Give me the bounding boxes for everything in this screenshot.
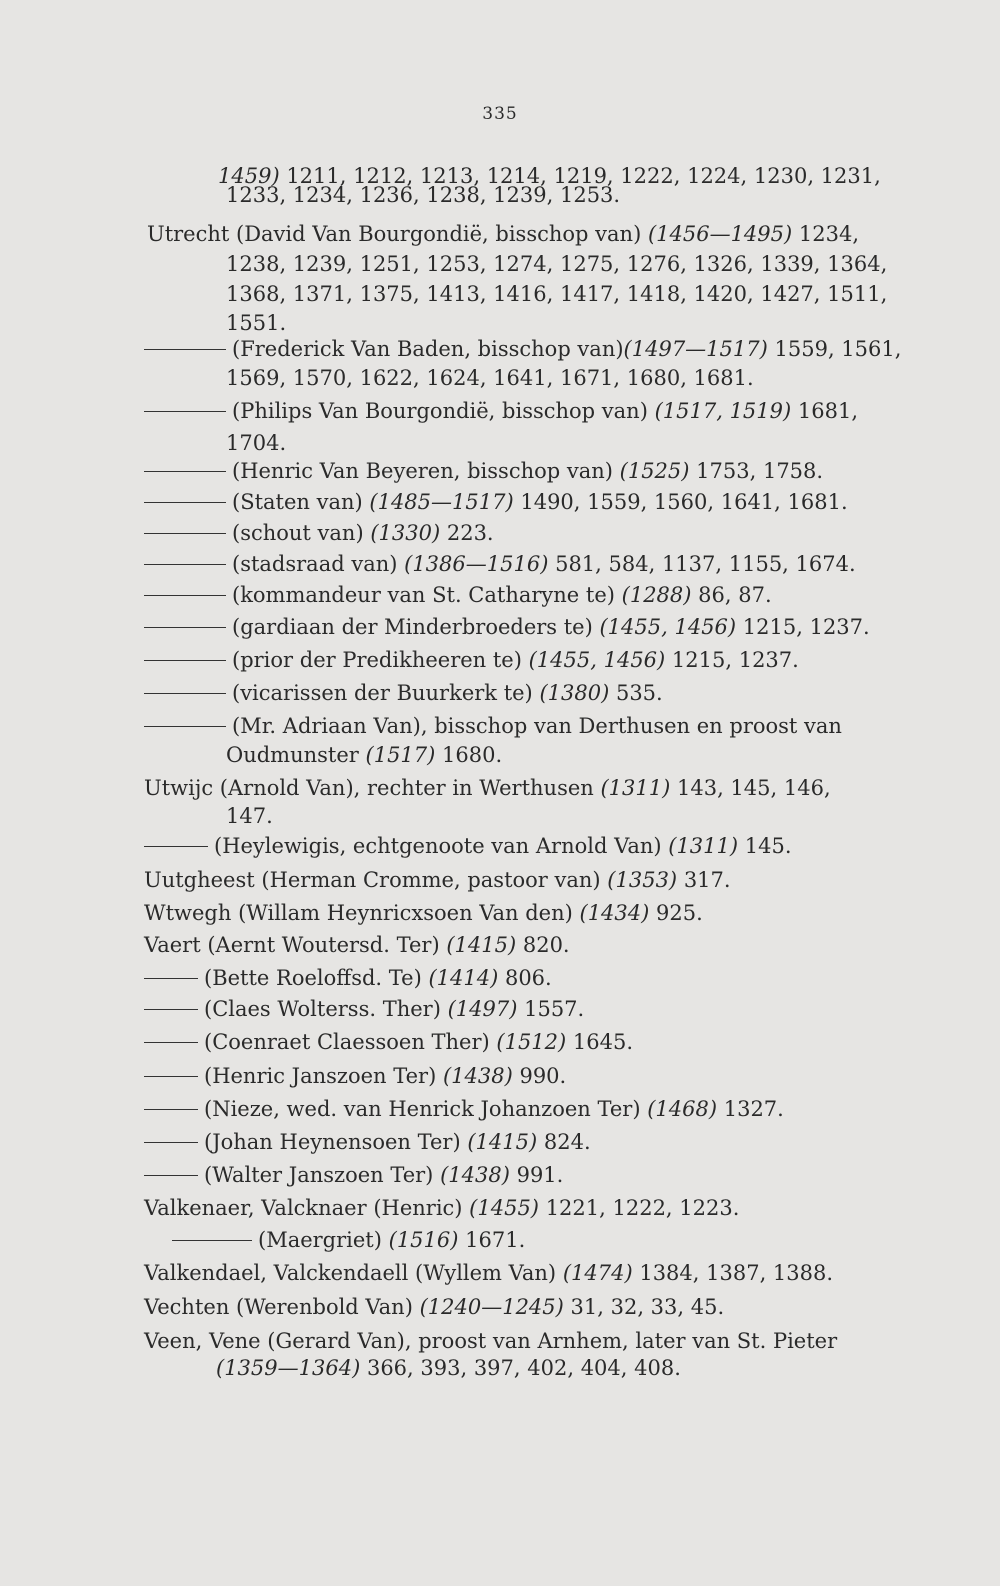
index-line xyxy=(144,550,856,578)
index-line xyxy=(226,364,754,392)
entry-year: (1414) xyxy=(428,966,499,990)
entry-year: 1459) xyxy=(218,164,280,188)
ditto-dash xyxy=(144,627,226,628)
ditto-dash xyxy=(144,471,226,472)
entry-text: (Heylewigis, echtgenoote van Arnold Van) xyxy=(214,834,669,858)
entry-text: Vaert (Aernt Woutersd. Ter) xyxy=(144,933,447,957)
entry-pages: 1680. xyxy=(435,743,503,767)
entry-text: Utrecht (David Van Bourgondië, bisschop van) xyxy=(147,222,648,246)
entry-year: (1359—1364) xyxy=(216,1356,361,1380)
entry-pages: 581, 584, 1137, 1155, 1674. xyxy=(548,552,856,576)
entry-year: (1485—1517) xyxy=(369,490,514,514)
entry-pages: 1234, xyxy=(792,222,860,246)
entry-pages: 31, 32, 33, 45. xyxy=(563,1295,725,1319)
ditto-dash xyxy=(144,978,198,979)
ditto-dash xyxy=(172,1240,252,1241)
entry-year: (1517) xyxy=(365,743,436,767)
entry-text: 1569, 1570, 1622, 1624, 1641, 1671, 1680, 1681. xyxy=(226,366,754,390)
entry-pages: 366, 393, 397, 402, 404, 408. xyxy=(360,1356,681,1380)
entry-text: (Walter Janszoen Ter) xyxy=(204,1163,441,1187)
entry-pages: 1327. xyxy=(717,1097,784,1121)
entry-text: 1551. xyxy=(226,311,287,335)
index-line xyxy=(144,1128,591,1156)
entry-pages: 1671. xyxy=(458,1228,526,1252)
ditto-dash xyxy=(144,564,226,565)
entry-pages: 535. xyxy=(609,681,663,705)
entry-year: (1455, 1456) xyxy=(528,648,666,672)
entry-pages: 1559, 1561, xyxy=(767,337,902,361)
page-number: 335 xyxy=(482,104,518,124)
ditto-dash xyxy=(144,1042,198,1043)
entry-pages: 1211, 1212, 1213, 1214, 1219, 1222, 1224, 1230, 1231, xyxy=(279,164,881,188)
index-line xyxy=(226,181,620,209)
entry-text: (Frederick Van Baden, bisschop van) xyxy=(232,337,624,361)
index-line xyxy=(144,613,870,641)
entry-pages: 820. xyxy=(516,933,570,957)
entry-pages: 1753, 1758. xyxy=(689,459,824,483)
entry-text: 1238, 1239, 1251, 1253, 1274, 1275, 1276, 1326, 1339, 1364, xyxy=(226,252,888,276)
entry-text: (kommandeur van St. Catharyne te) xyxy=(232,583,622,607)
entry-year: (1456—1495) xyxy=(647,222,793,246)
index-line xyxy=(144,519,494,547)
ditto-dash xyxy=(144,1109,198,1110)
entry-pages: 1221, 1222, 1223. xyxy=(539,1196,740,1220)
ditto-dash xyxy=(144,660,226,661)
entry-year: (1434) xyxy=(579,901,650,925)
index-line xyxy=(144,1095,784,1123)
entry-year: (1415) xyxy=(467,1130,538,1154)
entry-year: (1353) xyxy=(607,868,678,892)
index-line xyxy=(144,679,663,707)
ditto-dash xyxy=(144,595,226,596)
index-line xyxy=(226,280,887,308)
entry-pages: 1681, xyxy=(791,399,858,423)
ditto-dash xyxy=(144,411,226,412)
index-line xyxy=(144,931,570,959)
entry-text: (Henric Janszoen Ter) xyxy=(204,1064,443,1088)
entry-year: (1497) xyxy=(447,997,518,1021)
entry-text: (schout van) xyxy=(232,521,371,545)
entry-text: (Johan Heynensoen Ter) xyxy=(204,1130,468,1154)
index-line xyxy=(144,832,792,860)
entry-text: (Nieze, wed. van Henrick Johanzoen Ter) xyxy=(204,1097,648,1121)
index-line xyxy=(144,899,703,927)
entry-text: (Philips Van Bourgondië, bisschop van) xyxy=(232,399,655,423)
entry-pages: 317. xyxy=(677,868,731,892)
entry-pages: 925. xyxy=(649,901,703,925)
entry-pages: 824. xyxy=(537,1130,591,1154)
entry-pages: 1645. xyxy=(566,1030,634,1054)
entry-text: Valkendael, Valckendaell (Wyllem Van) xyxy=(144,1261,563,1285)
entry-pages: 223. xyxy=(440,521,494,545)
entry-text: (Henric Van Beyeren, bisschop van) xyxy=(232,459,620,483)
index-line xyxy=(144,1161,563,1189)
entry-pages: 1215, 1237. xyxy=(736,615,870,639)
ditto-dash xyxy=(144,533,226,534)
entry-year: (1438) xyxy=(440,1163,510,1187)
index-line xyxy=(226,309,286,337)
entry-text: 1368, 1371, 1375, 1413, 1416, 1417, 1418, 1420, 1427, 1511, xyxy=(226,282,888,306)
index-line xyxy=(144,712,842,740)
index-line xyxy=(216,1354,681,1382)
entry-pages: 86, 87. xyxy=(691,583,772,607)
entry-text: Uutgheest (Herman Cromme, pastoor van) xyxy=(144,868,608,892)
entry-text: (Maergriet) xyxy=(258,1228,389,1252)
entry-text: Veen, Vene (Gerard Van), proost van Arnhem, later van St. Pieter xyxy=(144,1329,838,1353)
entry-pages: 145. xyxy=(738,834,792,858)
entry-year: (1497—1517) xyxy=(623,337,768,361)
entry-year: (1415) xyxy=(446,933,517,957)
index-line xyxy=(172,1226,525,1254)
entry-pages: 1384, 1387, 1388. xyxy=(632,1261,834,1285)
index-line xyxy=(147,220,859,248)
index-line xyxy=(226,741,502,769)
entry-text: (stadsraad van) xyxy=(232,552,405,576)
entry-year: (1517, 1519) xyxy=(654,399,792,423)
entry-year: (1512) xyxy=(496,1030,567,1054)
index-line xyxy=(226,250,887,278)
entry-text: (prior der Predikheeren te) xyxy=(232,648,529,672)
entry-text: Wtwegh (Willam Heynricxsoen Van den) xyxy=(144,901,580,925)
entry-text: Valkenaer, Valcknaer (Henric) xyxy=(144,1196,470,1220)
entry-text: Vechten (Werenbold Van) xyxy=(144,1295,420,1319)
index-line xyxy=(144,1028,633,1056)
entry-text: (gardiaan der Minderbroeders te) xyxy=(232,615,600,639)
index-line xyxy=(144,1259,833,1287)
entry-year: (1386—1516) xyxy=(404,552,549,576)
index-line xyxy=(144,457,823,485)
index-line xyxy=(144,1062,566,1090)
entry-pages: 991. xyxy=(509,1163,564,1187)
entry-year: (1380) xyxy=(539,681,610,705)
entry-pages: 143, 145, 146, xyxy=(670,776,831,800)
index-line xyxy=(144,1194,739,1222)
entry-year: (1474) xyxy=(562,1261,633,1285)
ditto-dash xyxy=(144,349,226,350)
entry-year: (1438) xyxy=(442,1064,513,1088)
index-line xyxy=(144,581,772,609)
entry-year: (1240—1245) xyxy=(419,1295,564,1319)
index-line xyxy=(144,1293,724,1321)
entry-year: (1311) xyxy=(600,776,671,800)
entry-text: (vicarissen der Buurkerk te) xyxy=(232,681,540,705)
entry-year: (1330) xyxy=(370,521,441,545)
ditto-dash xyxy=(144,1142,198,1143)
index-line xyxy=(144,866,731,894)
index-line xyxy=(144,1327,837,1355)
index-line xyxy=(144,964,552,992)
ditto-dash xyxy=(144,1076,198,1077)
index-line xyxy=(144,397,858,425)
entry-text: 1233, 1234, 1236, 1238, 1239, 1253. xyxy=(226,183,621,207)
entry-text: (Mr. Adriaan Van), bisschop van Derthusen en proost van xyxy=(232,714,842,738)
entry-text: 147. xyxy=(226,804,273,828)
entry-text: Utwijc (Arnold Van), rechter in Werthusen xyxy=(144,776,601,800)
index-line xyxy=(144,335,901,363)
index-line xyxy=(144,488,848,516)
index-line xyxy=(226,802,273,830)
ditto-dash xyxy=(144,726,226,727)
entry-pages: 1215, 1237. xyxy=(665,648,799,672)
index-line xyxy=(144,995,584,1023)
entry-year: (1525) xyxy=(619,459,690,483)
entry-pages: 1557. xyxy=(517,997,585,1021)
entry-year: (1311) xyxy=(668,834,739,858)
ditto-dash xyxy=(144,502,226,503)
entry-text: (Claes Wolterss. Ther) xyxy=(204,997,448,1021)
entry-pages: 1490, 1559, 1560, 1641, 1681. xyxy=(513,490,848,514)
entry-text: 1704. xyxy=(226,431,287,455)
entry-year: (1468) xyxy=(647,1097,718,1121)
entry-year: (1516) xyxy=(388,1228,459,1252)
entry-text: (Bette Roeloffsd. Te) xyxy=(204,966,429,990)
entry-year: (1455) xyxy=(469,1196,540,1220)
entry-pages: 806. xyxy=(498,966,552,990)
ditto-dash xyxy=(144,693,226,694)
entry-year: (1288) xyxy=(621,583,692,607)
entry-year: (1455, 1456) xyxy=(599,615,737,639)
ditto-dash xyxy=(144,1175,198,1176)
index-line xyxy=(144,646,799,674)
index-line xyxy=(226,429,286,457)
entry-text: (Staten van) xyxy=(232,490,370,514)
index-line xyxy=(144,774,831,802)
entry-text: (Coenraet Claessoen Ther) xyxy=(204,1030,497,1054)
entry-text: Oudmunster xyxy=(226,743,366,767)
ditto-dash xyxy=(144,846,208,847)
ditto-dash xyxy=(144,1009,198,1010)
entry-pages: 990. xyxy=(512,1064,567,1088)
